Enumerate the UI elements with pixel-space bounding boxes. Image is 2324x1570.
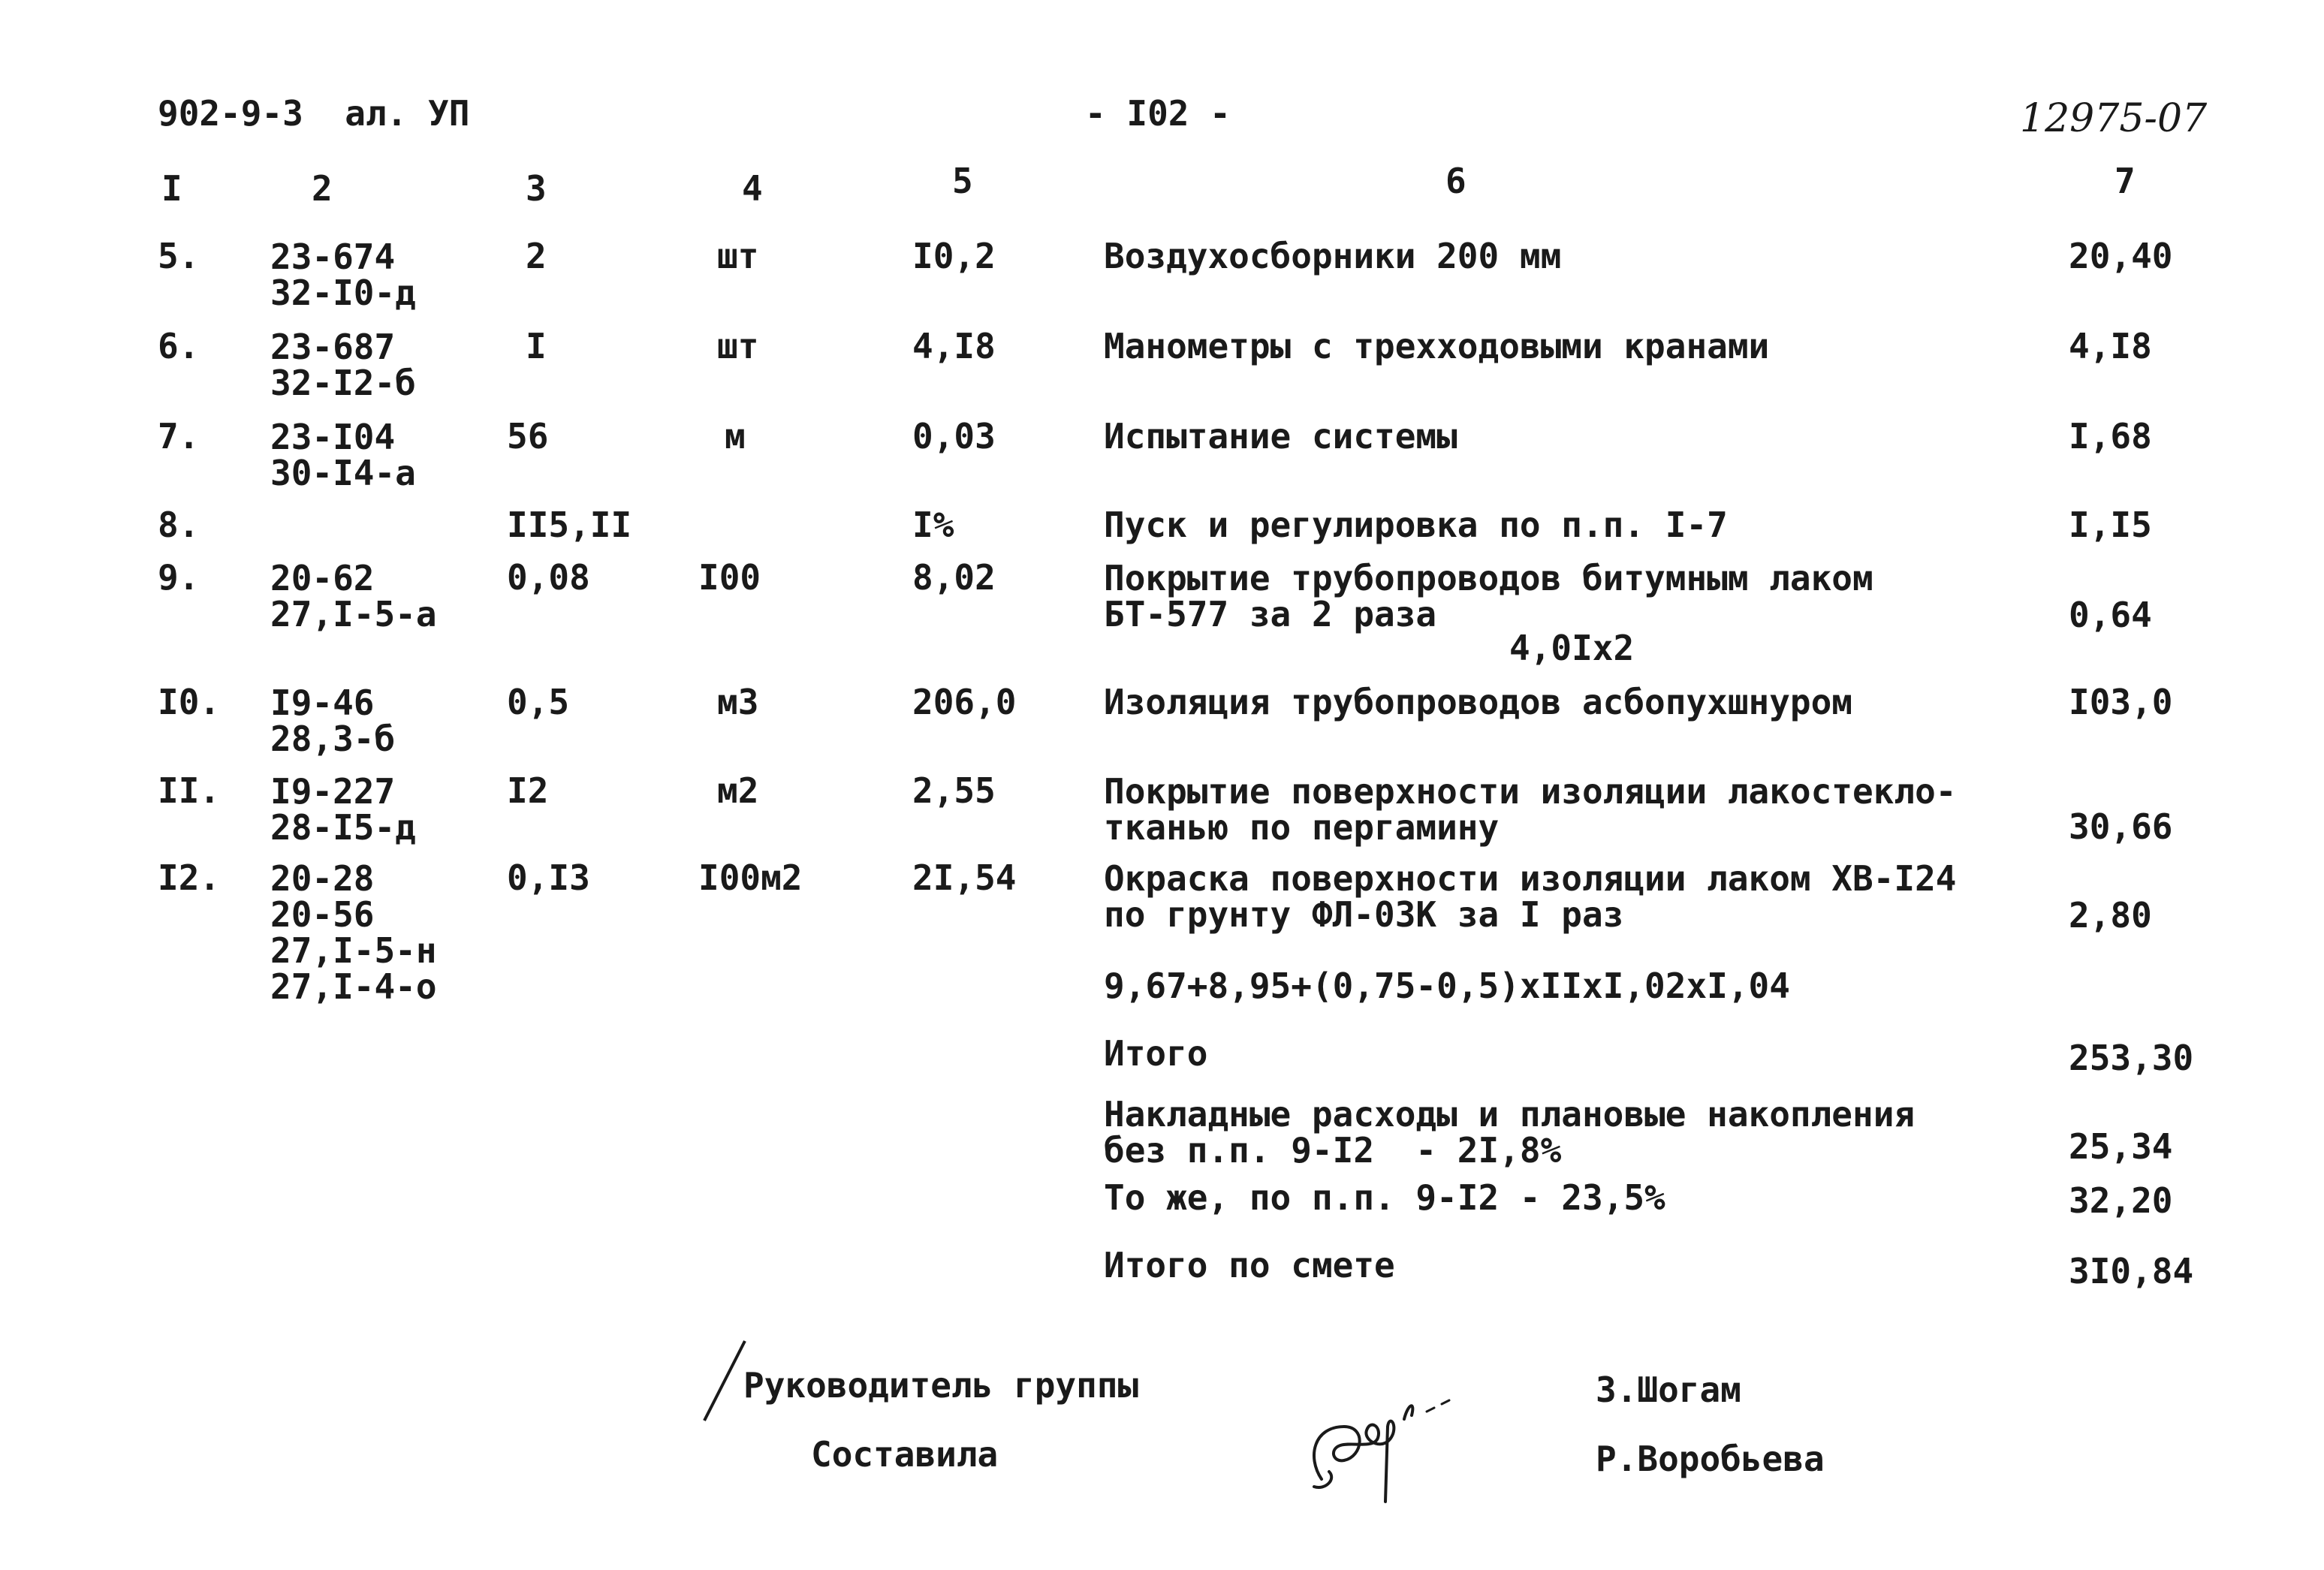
norm-codes: 20-62 27,I-5-а <box>270 558 437 634</box>
overhead-value: 25,34 <box>2069 1126 2173 1167</box>
column-number: 7 <box>2115 161 2136 201</box>
description: Воздухосборники 200 мм <box>1104 236 1562 276</box>
unit-price: 0,03 <box>912 416 996 457</box>
unit: шт <box>717 326 759 366</box>
quantity: 0,08 <box>507 557 590 598</box>
overhead-label: Накладные расходы и плановые накопления без п.п. 9-I2 - 2I,8% <box>1104 1094 1916 1171</box>
subtotal-label: Итого <box>1104 1033 1208 1074</box>
column-number: 3 <box>526 168 547 209</box>
norm-codes: I9-46 28,3-б <box>270 683 396 759</box>
total: 0,64 <box>2069 595 2152 635</box>
row-number: 9. <box>158 557 200 598</box>
unit-price: I0,2 <box>912 236 996 276</box>
unit-price: 2I,54 <box>912 857 1017 898</box>
unit: м3 <box>717 682 759 722</box>
column-number: 4 <box>742 168 763 209</box>
description: Изоляция трубопроводов асбопухшнуром <box>1104 682 1852 722</box>
row-number: 5. <box>158 236 200 276</box>
row-number: II. <box>158 770 221 811</box>
quantity: I <box>526 326 547 366</box>
unit: м2 <box>717 770 759 811</box>
compiler-role: Составила <box>811 1434 999 1475</box>
quantity: 56 <box>507 416 549 457</box>
norm-codes: I9-227 28-I5-д <box>270 771 416 848</box>
total: I03,0 <box>2069 682 2173 722</box>
total: I,68 <box>2069 416 2152 457</box>
archive-number: 12975-07 <box>2020 96 2208 141</box>
norm-codes: 23-674 32-I0-д <box>270 237 416 313</box>
grand-total-label: Итого по смете <box>1104 1245 1395 1285</box>
unit: I00м2 <box>698 857 803 898</box>
quantity: II5,II <box>507 505 632 545</box>
norm-codes: 23-687 32-I2-б <box>270 327 416 403</box>
norm-codes: 20-28 20-56 27,I-5-н 27,I-4-о <box>270 858 437 1007</box>
grand-total-value: 3I0,84 <box>2069 1251 2194 1291</box>
subtotal-value: 253,30 <box>2069 1038 2194 1078</box>
row-number: I2. <box>158 857 221 898</box>
total: 20,40 <box>2069 236 2173 276</box>
description: Испытание системы <box>1104 416 1457 457</box>
handwritten-signature <box>1292 1367 1487 1517</box>
norm-codes: 23-I04 30-I4-а <box>270 417 416 493</box>
unit: I00 <box>698 557 761 598</box>
description: Манометры с трехходовыми кранами <box>1104 326 1770 366</box>
calculation-note: 9,67+8,95+(0,75-0,5)хIIхI,02хI,04 <box>1104 966 1790 1006</box>
unit: шт <box>717 236 759 276</box>
unit-price: 2,55 <box>912 770 996 811</box>
group-leader-name: З.Шогам <box>1596 1370 1741 1410</box>
quantity: 0,5 <box>507 682 570 722</box>
same-value: 32,20 <box>2069 1180 2173 1221</box>
quantity: 0,I3 <box>507 857 590 898</box>
unit-price: 8,02 <box>912 557 996 598</box>
row-number: 7. <box>158 416 200 457</box>
unit: м <box>725 416 746 457</box>
unit-price: I% <box>912 505 954 545</box>
row-number: I0. <box>158 682 221 722</box>
row-number: 8. <box>158 505 200 545</box>
column-number: 5 <box>952 161 973 201</box>
column-number: I <box>161 168 182 209</box>
total: 4,I8 <box>2069 326 2152 366</box>
compiler-name: Р.Воробьева <box>1596 1439 1825 1479</box>
column-number: 6 <box>1445 161 1466 201</box>
row-number: 6. <box>158 326 200 366</box>
description: Окраска поверхности изоляции лаком ХВ-I24 по грунту ФЛ-03К за I раз <box>1104 858 1957 935</box>
total: 30,66 <box>2069 806 2173 847</box>
total: 2,80 <box>2069 895 2152 936</box>
unit-price: 206,0 <box>912 682 1017 722</box>
description: Покрытие поверхности изоляции лакостекло- тканью по пергамину <box>1104 771 1957 848</box>
calculation-note: 4,0Iх2 <box>1509 628 1635 668</box>
quantity: 2 <box>526 236 547 276</box>
page-number: - I02 - <box>1085 93 1231 134</box>
description: Пуск и регулировка по п.п. I-7 <box>1104 505 1728 545</box>
column-number: 2 <box>312 168 333 209</box>
unit-price: 4,I8 <box>912 326 996 366</box>
description: Покрытие трубопроводов битумным лаком БТ-577 за 2 раза <box>1104 558 1873 634</box>
document-code: 902-9-3 ал. УП <box>158 93 470 134</box>
quantity: I2 <box>507 770 549 811</box>
same-label: То же, по п.п. 9-I2 - 23,5% <box>1104 1177 1665 1218</box>
group-leader-role: Руководитель группы <box>743 1365 1139 1406</box>
total: I,I5 <box>2069 505 2152 545</box>
